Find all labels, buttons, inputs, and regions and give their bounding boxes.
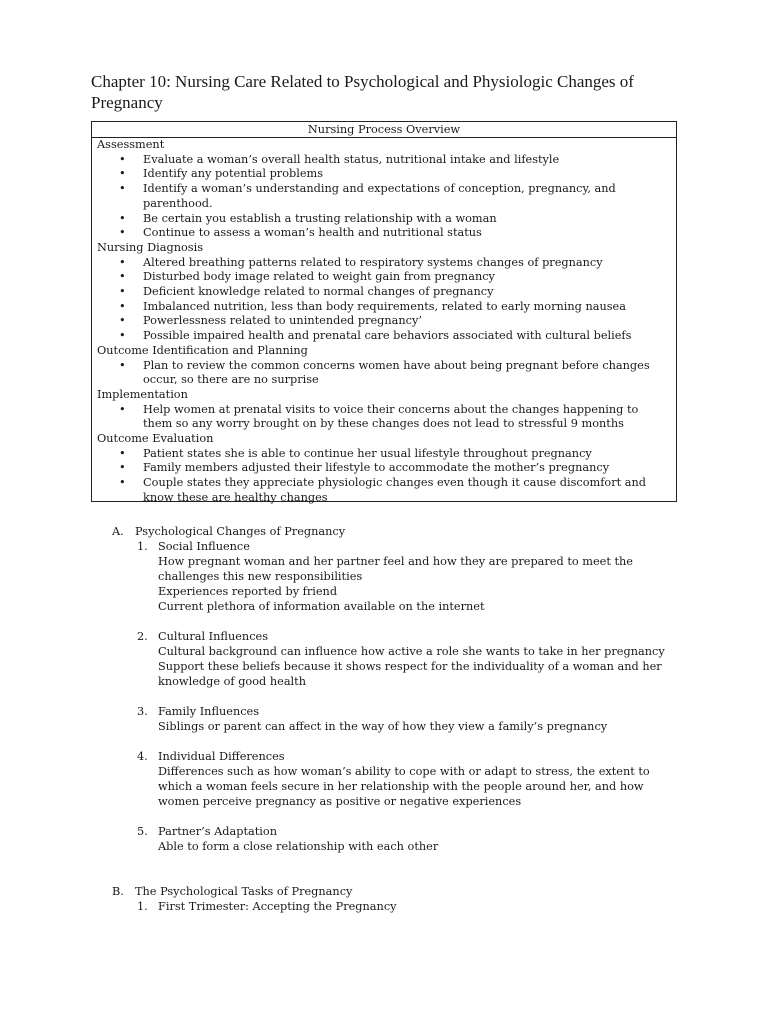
outline-item-family-influences — [112, 704, 682, 719]
outline-item-individual-differences — [112, 749, 682, 764]
list-item: • Possible impaired health and prenatal care behaviors associated with cultural beliefs — [97, 329, 676, 344]
outline-item-title: Individual Differences — [158, 750, 285, 763]
table-header: Nursing Process Overview — [92, 122, 676, 138]
outline-marker: A. — [112, 525, 124, 538]
nursing-diagnosis-list — [97, 256, 676, 344]
outline-heading-a — [112, 524, 682, 539]
outline-marker: 3. — [137, 705, 148, 718]
section-heading-outcome-identification: Outcome Identification and Planning — [97, 343, 308, 357]
chapter-outline — [112, 524, 682, 914]
list-item: • Family members adjusted their lifestyle to accommodate the mother’s pregnancy — [97, 461, 676, 476]
list-item: • Imbalanced nutrition, less than body requirements, related to early morning nausea — [97, 300, 676, 315]
outline-marker: 2. — [137, 630, 148, 643]
outline-paragraph: Differences such as how woman’s ability to cope with or adapt to stress, the extent to which a woman feels secure in her relationship with the people around her, and how women perceive pregnancy as positive or negative experiences — [158, 765, 650, 808]
chapter-title: Chapter 10: Nursing Care Related to Psychological and Physiologic Changes of Pregnancy — [91, 72, 634, 112]
outcome-identification-list — [97, 359, 676, 388]
outline-paragraph: Cultural background can influence how active a role she wants to take in her pregnancy — [158, 645, 665, 658]
list-item: • Couple states they appreciate physiologic changes even though it cause discomfort and know these are healthy changes — [97, 476, 676, 505]
list-item: • Disturbed body image related to weight gain from pregnancy — [97, 270, 676, 285]
section-heading-nursing-diagnosis: Nursing Diagnosis — [97, 240, 203, 254]
outline-item-first-trimester — [112, 899, 682, 914]
list-item: • Continue to assess a woman’s health and nutritional status — [97, 226, 676, 241]
list-item: • Deficient knowledge related to normal changes of pregnancy — [97, 285, 676, 300]
outline-marker: 1. — [137, 540, 148, 553]
list-item: • Patient states she is able to continue her usual lifestyle throughout pregnancy — [97, 447, 676, 462]
list-item: • Powerlessness related to unintended pregnancy’ — [97, 314, 676, 329]
implementation-list — [97, 403, 676, 432]
outline-marker: 5. — [137, 825, 148, 838]
list-item: • Identify any potential problems — [97, 167, 676, 182]
outline-paragraph: Experiences reported by friend — [158, 585, 338, 598]
outline-marker: 1. — [137, 900, 148, 913]
outline-paragraph: Current plethora of information available on the internet — [158, 600, 485, 613]
section-heading-implementation: Implementation — [97, 387, 188, 401]
outline-item-cultural-influences — [112, 629, 682, 644]
table-body — [92, 138, 676, 506]
list-item: • Evaluate a woman’s overall health status, nutritional intake and lifestyle — [97, 153, 676, 168]
list-item: • Help women at prenatal visits to voice their concerns about the changes happening to them so any worry brought on by these changes does not lead to stressful 9 months — [97, 403, 676, 432]
outline-heading-text: The Psychological Tasks of Pregnancy — [135, 885, 353, 898]
outline-paragraph: Support these beliefs because it shows respect for the individuality of a woman and her knowledge of good health — [158, 660, 662, 688]
outline-heading-b — [112, 884, 682, 899]
outline-paragraph: Able to form a close relationship with each other — [158, 840, 439, 853]
list-item: • Identify a woman’s understanding and expectations of conception, pregnancy, and parenthood. — [97, 182, 676, 211]
outline-item-social-influence — [112, 539, 682, 554]
outline-heading-text: Psychological Changes of Pregnancy — [135, 525, 346, 538]
section-heading-outcome-evaluation: Outcome Evaluation — [97, 432, 214, 446]
list-item: • Be certain you establish a trusting relationship with a woman — [97, 212, 676, 227]
assessment-list — [97, 153, 676, 241]
outline-item-title: Partner’s Adaptation — [158, 825, 277, 838]
outline-item-partners-adaptation — [112, 824, 682, 839]
outline-paragraph: How pregnant woman and her partner feel and how they are prepared to meet the challenges this new responsibilities — [158, 555, 633, 583]
outline-item-title: Cultural Influences — [158, 630, 269, 643]
list-item: • Plan to review the common concerns women have about being pregnant before changes occur, so there are no surprise — [97, 359, 676, 388]
outline-item-title: Social Influence — [158, 540, 250, 553]
outline-item-title: First Trimester: Accepting the Pregnancy — [158, 900, 397, 913]
list-item: • Altered breathing patterns related to respiratory systems changes of pregnancy — [97, 256, 676, 271]
outline-item-title: Family Influences — [158, 705, 260, 718]
outline-marker: 4. — [137, 750, 148, 763]
outline-paragraph: Siblings or parent can affect in the way of how they view a family’s pregnancy — [158, 720, 608, 733]
nursing-process-overview-table — [91, 121, 677, 502]
outcome-evaluation-list — [97, 447, 676, 506]
outline-marker: B. — [112, 885, 124, 898]
section-heading-assessment: Assessment — [97, 138, 165, 151]
